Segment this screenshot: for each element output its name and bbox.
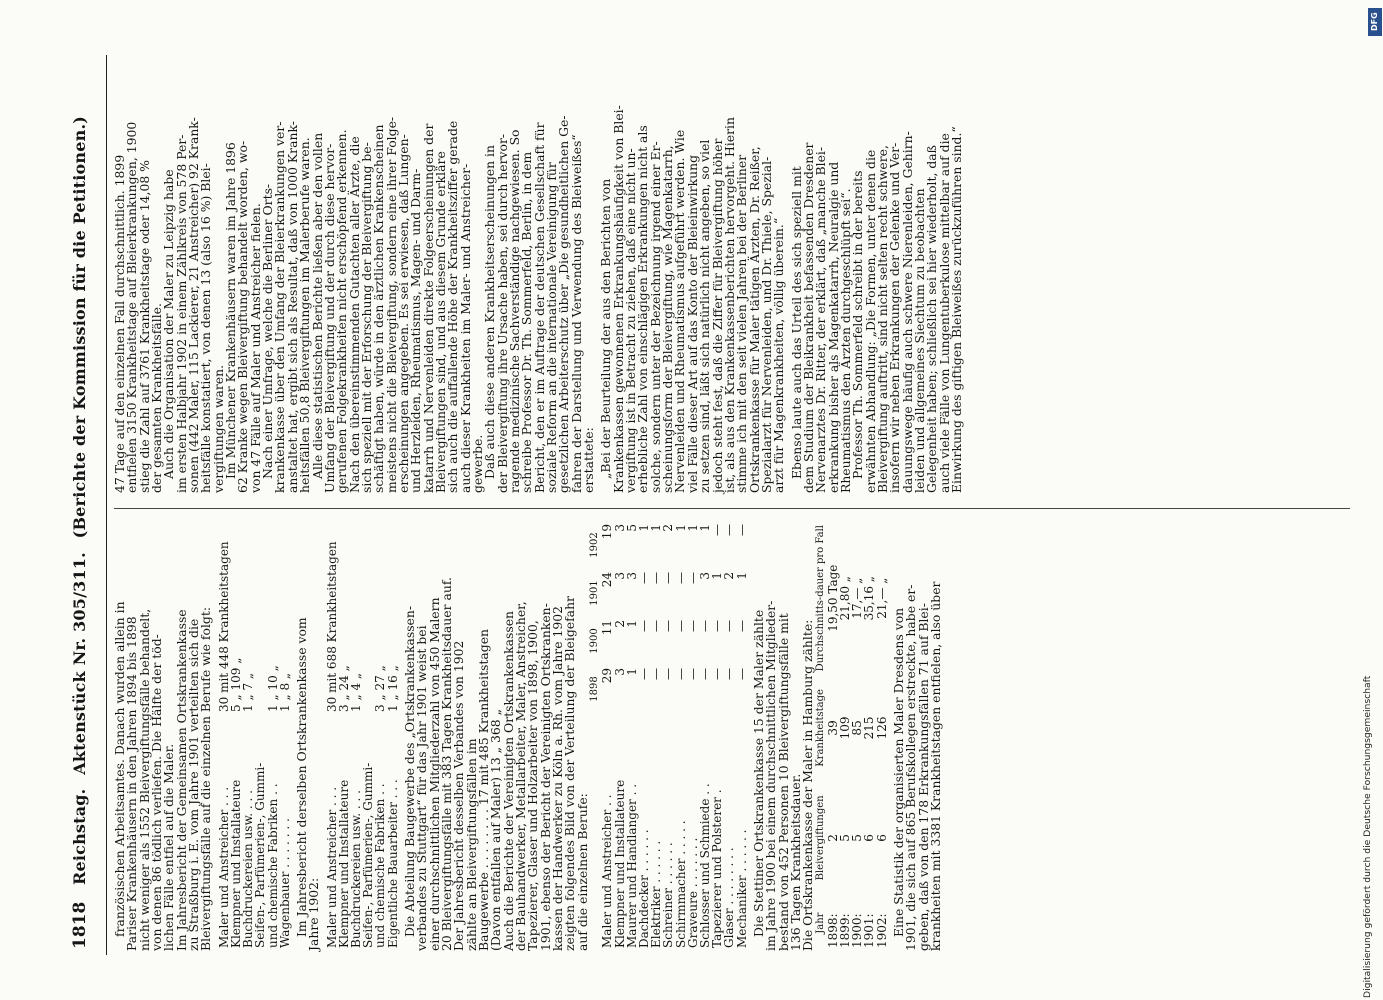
table-cell: 5	[838, 834, 853, 842]
table-cell: —	[722, 524, 737, 536]
table-cell: Schreiner . . . . . .	[661, 842, 676, 948]
page-number: 1818	[70, 901, 90, 949]
table-cell: 1	[624, 668, 639, 676]
paragraph-line: Die Abteilung Baugewerbe des „Ortskrankenkassen-	[401, 605, 417, 937]
paragraph-line: erwähnten Abhandlung: „Die Formen, unter denen die	[862, 149, 878, 493]
paragraph-line: Im Münchener Krankenhäusern waren im Jahre 1896	[223, 142, 239, 479]
table-cell: —	[673, 572, 688, 584]
table-cell: 5	[850, 834, 865, 842]
table-row	[267, 538, 279, 951]
table-cell: 30 mit 448 Krankheitstagen	[216, 541, 231, 712]
table-row	[614, 521, 626, 951]
paragraph-line: erscheinungen angegeben. Es sei erwiesen, daß Lungen-	[395, 134, 411, 493]
paragraph-line: Nervenleiden und Rheumatismus aufgeführt werden. Wie	[672, 129, 688, 493]
table-cell: 1 „ 10 „	[265, 665, 280, 712]
left-column	[114, 521, 1354, 951]
table-cell: —	[649, 620, 664, 632]
strassburg-1902-table	[326, 538, 399, 951]
paragraph-line: erstattete:	[581, 427, 597, 493]
paragraph-line: auf die einzelnen Berufe:	[574, 793, 590, 951]
paragraph-line: zählte an Bleivergiftungsfällen im	[463, 738, 479, 951]
table-cell: Schirmmacher . . . . .	[673, 820, 688, 948]
table-cell: Wagenbauer . . . . . . .	[277, 818, 292, 948]
paragraph-line: zu setzen sind, läßt sich natürlich nicht angeben, so viel	[697, 139, 713, 493]
rotated-page	[70, 55, 1360, 955]
document-number: Aktenstück Nr. 305/311.	[70, 552, 89, 775]
table-cell: 1 „ 8 „	[277, 672, 292, 712]
table-cell: 1898:	[825, 913, 840, 948]
page-header	[70, 55, 107, 955]
paragraph-line: Spezialarzt für Nervenleiden, und Dr. Thiele, Spezial-	[758, 156, 774, 493]
paragraph-line: Der Jahresbericht desselben Verbandes von 1902	[451, 640, 467, 951]
table-cell: und chemische Fabriken . .	[265, 783, 280, 948]
year-header: 1898	[589, 676, 601, 702]
paragraph-line: Umfang der Bleivergiftung und der durch diese hervor-	[321, 143, 337, 493]
table-cell: Buchdruckereien usw. . . .	[349, 790, 364, 948]
paragraph-line: 20 Bleivergiftungsfälle mit 383 Tagen Krankheitsdauer auf.	[438, 577, 454, 951]
paragraph-line: Eine Statistik der organisierten Maler Dresdens von	[890, 607, 906, 937]
table-cell: 19	[600, 524, 615, 540]
paragraph-line: von denen 86 tödlich verliefen. Die Hälfte der töd-	[149, 634, 165, 951]
table-cell: Seifen-, Parfümerien-, Gummi-	[361, 762, 376, 948]
table-cell: Buchdruckereien usw. . . .	[241, 790, 256, 948]
dfg-logo: DFG	[1368, 8, 1382, 36]
table-cell: 3 „ 24 „	[336, 665, 351, 712]
table-cell: —	[636, 668, 651, 680]
paragraph-line: Bleivergiftungen sind, und aus diesem Grunde erkläre	[432, 151, 448, 493]
paragraph-line: Auch die Berichte der Vereinigten Ortskrankenkassen	[500, 610, 516, 951]
table-cell: Maler und Anstreicher . . .	[216, 786, 231, 948]
paragraph-line: Professor Th. Sommerfeld schreibt in der bereits	[850, 170, 866, 479]
paragraph-line: entfielen 3150 Krankheitstage auf Bleierkrankungen, 1900	[124, 121, 140, 493]
table-cell: 30 mit 688 Krankheitstagen	[324, 541, 339, 712]
paragraph-line: stimme ich mit den seit vielen Jahren bei der Berliner	[734, 154, 750, 493]
paragraph-line: Bleivergiftung auftritt, sind nicht selten recht schwere,	[874, 145, 890, 493]
table-row	[723, 521, 735, 951]
paragraph-line: erkrankung bisher als Magenkatarrh, Neuralgie und	[825, 161, 841, 493]
paragraph-line: Alle diese statistischen Berichte ließen aber den vollen	[309, 132, 325, 479]
table-cell: Maler und Anstreicher . . .	[324, 786, 339, 948]
paragraph-line: sich speziell mit der Erforschung der Bleivergiftung be-	[358, 142, 374, 493]
paragraph-line: im Jahre 1900 bei einem durchschnittlichen Mitglieder-	[763, 600, 779, 951]
paragraph-line: anstaltet hat, ergibt sich als Resultat, daß von 1000 Krank-	[284, 121, 300, 493]
table-cell: 1	[698, 524, 712, 532]
column-header: Jahr	[814, 912, 826, 934]
paragraph-line: Ortskrankenkasse für Maler tätigen Ärzten, Dr. Reißer,	[746, 146, 762, 493]
paragraph-line: gesetzlichen Arbeiterschutz über „Die gesundheitlichen Ge-	[556, 115, 572, 493]
paragraph-line: leiden und allgemeines Siechtum zu beobachten	[912, 188, 927, 493]
table-cell: 3	[612, 668, 627, 676]
paragraph-line: zu Straßburg i. E. vom Jahre 1901 verteilten sich die	[186, 618, 202, 951]
paragraph-line: Bleivergiftungsfälle auf die einzelnen Berufe wie folgt:	[198, 606, 214, 951]
table-cell: —	[722, 620, 737, 632]
paragraph-line: gewerbe.	[469, 434, 485, 493]
table-cell: Klempner und Installateure	[612, 779, 627, 948]
table-cell: 1	[673, 524, 688, 532]
table-cell: 85	[850, 720, 865, 736]
table-cell: 1	[710, 572, 725, 580]
paragraph-line: vergiftung ist in Betracht zu ziehen, daß eine nicht un-	[623, 148, 639, 493]
paragraph-line: 62 Kranke wegen Bleivergiftung behandelt worden, wo-	[235, 140, 251, 493]
table-cell: 5 „ 109 „	[228, 657, 243, 712]
paragraph-line: Die Ortskrankenkasse der Maler in Hamburg zählte:	[800, 619, 816, 951]
paragraph-line: viel Fälle dieser Art auf das Konto der Bleieinwirkung	[684, 154, 700, 493]
table-cell: —	[685, 620, 700, 632]
paragraph-line: 1901, die sich auf 865 Berufskollegen erstreckte, habe er-	[903, 584, 919, 951]
table-cell: 21,80 „	[838, 575, 853, 621]
table-cell: 3	[624, 572, 639, 580]
table-cell: 2	[825, 834, 840, 842]
table-cell: Schlosser und Schmiede . .	[698, 783, 712, 948]
table-cell: —	[698, 620, 712, 632]
paragraph-line: heitsfälle konstatiert, von denen 13 (also 16 %) Blei-	[198, 163, 214, 493]
paragraph-line: Daß auch diese anderen Krankheitserscheinungen in	[482, 145, 498, 479]
table-row	[662, 521, 674, 951]
paragraph-line: insofern wir neben Erkrankungen der Gelenke und Ver-	[887, 142, 903, 493]
paragraph-line: auch viele Fälle von Lungentuberkulose mittelbar auf die	[936, 133, 952, 493]
table-cell: —	[673, 668, 688, 680]
paragraph-line: schäftigt haben, würde in den ärztlichen Krankenscheinen	[371, 124, 387, 493]
paragraph-line: der Bauhandwerker, Metallarbeiter, Maler, Anstreicher,	[512, 601, 528, 951]
paragraph-line: Im Jahresbericht der Gemeinsamen Ortskrankenkasse	[173, 609, 189, 951]
paragraph-line: 1901, ebenso der Bericht der Vereinigten Ortskranken-	[537, 603, 553, 951]
table-cell: 109	[838, 716, 853, 740]
table-cell: 17,— „	[850, 577, 865, 619]
table-cell: Tapezierer und Polsterer .	[710, 789, 725, 948]
paragraph-line: Nervenarztes Dr. Ritter, der erklärt, daß „manche Blei-	[813, 146, 829, 493]
paragraph-line: Rheumatismus den Ärzten durchgeschlüpft sei“.	[837, 188, 853, 493]
table-row	[387, 538, 399, 951]
table-cell: Mechaniker . . . . . .	[734, 829, 749, 948]
table-cell: Eigentliche Bauarbeiter . . .	[385, 779, 400, 948]
paragraph-line: der gesamten Krankheitsfälle.	[149, 303, 165, 493]
paragraph-line: kassen der Handwerker zu Köln a. Rh. vom Jahre 1902	[550, 605, 565, 951]
table-cell: Glaser . . . . . . . .	[722, 847, 737, 948]
table-cell: —	[661, 572, 676, 584]
paragraph-line: fahren der Darstellung und Verwendung des Bleiweißes“	[568, 134, 584, 493]
table-cell: 3	[612, 572, 627, 580]
table-cell: 19,50 Tage	[825, 564, 840, 632]
year-header: 1900	[589, 628, 601, 654]
paragraph-line: vergiftungen waren.	[210, 364, 226, 493]
table-cell: Seifen-, Parfümerien-, Gummi-	[253, 762, 268, 948]
paragraph-line: lichen Fälle entfiel auf die Maler.	[161, 743, 177, 951]
paragraph-line: krankenkasse über den Umfang der Bleierkrankungen ver-	[272, 121, 288, 493]
paragraph-line: Jahre 1902:	[306, 877, 322, 951]
table-cell: 1 „ 16 „	[385, 665, 400, 712]
table-cell: Graveure . . . . . . .	[685, 837, 700, 948]
table-cell: 2	[612, 620, 627, 628]
table-cell: 6	[874, 834, 889, 842]
paragraph-line: Ebenso laute auch das Urteil des sich speziell mit	[788, 166, 804, 479]
paragraph-line: von 47 Fälle auf Maler und Anstreicher fielen.	[247, 203, 263, 493]
table-cell: —	[710, 620, 725, 632]
table-cell: 11	[600, 620, 615, 636]
table-cell: 215	[862, 716, 877, 740]
table-cell: 6	[862, 834, 877, 842]
paragraph-line: französischen Arbeitsamtes. Danach wurden allein in	[112, 601, 127, 937]
table-cell: 35,16 „	[862, 575, 877, 621]
paragraph-line: Im Jahresbericht derselben Ortskrankenkasse vom	[293, 617, 309, 937]
paragraph-line: arzt für Magenkrankheiten, völlig überein.“	[771, 217, 787, 493]
paragraph-line: jedoch steht fest, daß die Ziffer für Bleivergiftung höher	[709, 138, 725, 493]
table-cell: 1	[734, 572, 749, 580]
table-cell: Dachdecker . . . . . .	[636, 829, 651, 948]
paragraph-line: erhebliche Zahl von einschlägigen Erkrankungen nicht als	[635, 125, 651, 493]
paragraph-line: ist, als aus den Krankenkassenberichten hervorgeht. Hierin	[721, 117, 737, 493]
table-cell: 3	[698, 572, 712, 580]
table-cell	[254, 538, 266, 715]
table-row	[675, 521, 687, 951]
table-cell: —	[685, 668, 700, 680]
table-cell: —	[710, 524, 725, 536]
paragraph-line: Bericht, den er im Auftrage der deutschen Gesellschaft für	[531, 122, 547, 493]
paragraph-line: im ersten Halbjahr 1902 in einem Zählkreis von 578 Per-	[173, 134, 189, 493]
table-row	[254, 538, 266, 951]
paragraph-line: Pariser Krankenhäusern in den Jahren 1894 bis 1898	[124, 616, 140, 951]
paragraph-line: meistens nicht die Bleivergiftung, sondern eine ihrer Folge-	[383, 116, 399, 493]
table-cell: 126	[874, 716, 889, 740]
table-cell: —	[734, 620, 749, 632]
paragraph-line: stieg die Zahl auf 3761 Krankheitstage oder 14,08 %	[136, 160, 152, 493]
table-cell: —	[685, 572, 700, 584]
table-row	[876, 521, 888, 951]
table-row	[736, 521, 748, 951]
paragraph-line: bestand von 452 Personen 10 Bleivergiftungsfälle mit	[775, 613, 791, 951]
running-head	[70, 108, 89, 885]
table-cell: 2	[661, 524, 676, 532]
table-cell: 39	[825, 720, 840, 736]
table-cell: —	[636, 572, 651, 584]
paragraph-line: 136 Tagen Krankheitsdauer.	[787, 773, 803, 951]
paragraph-line: auch dieser Krankheiten im Maler- und Anstreicher-	[457, 163, 473, 493]
column-header: Bleivergiftungen	[814, 795, 826, 881]
table-cell: 29	[600, 668, 615, 684]
paragraph-line: einer durchschnittlichen Mitgliederzahl von 450 Malern	[426, 597, 442, 951]
section-title: (Berichte der Kommission für die Petitionen.)	[70, 116, 89, 539]
paragraph-line: Einwirkung des giftigen Bleiweißes zurückzuführen sind.“	[949, 126, 965, 493]
paragraph-line: und Herzleiden, Rheumatismus, Magen- und Darm-	[408, 168, 424, 493]
paragraph-line: schreibe Professor Dr. Th. Sommerfeld, Berlin, in dem	[519, 151, 535, 493]
paragraph-line: heitsfällen 50,8 Bleivergiftungen im Malerberufe waren.	[297, 137, 313, 493]
right-column	[114, 63, 1354, 493]
paragraph-line: Nach einer Umfrage, welche die Berliner Orts-	[260, 183, 276, 479]
table-cell: 1902:	[874, 913, 889, 948]
table-cell: —	[636, 620, 651, 632]
paragraph-line: Nach den übereinstimmenden Gutachten aller Ärzte, die	[346, 136, 362, 493]
paragraph-line: verbandes zu Stuttgart“ für das Jahr 1901 weist bei	[414, 625, 430, 951]
paragraph-line: katarrh und Nervenleiden direkte Folgeerscheinungen der	[420, 123, 436, 493]
paragraph-line: der Bleivergiftung ihre Ursache haben, sei durch hervor-	[494, 133, 510, 493]
paragraph-line: 47 Tage auf den einzelnen Fall durchschnittlich. 1899	[112, 154, 127, 493]
table-cell: —	[734, 524, 749, 536]
table-cell: 1	[649, 524, 664, 532]
koeln-occupation-table	[589, 521, 748, 951]
table-row	[601, 521, 613, 951]
paragraph-line: Gelegenheit haben; schließlich sei hier wiederholt, daß	[924, 145, 940, 493]
paragraph-line: zeigten folgendes Bild von der Verteilung der Bleigefahr	[562, 596, 578, 951]
table-cell: 24	[600, 572, 615, 588]
table-cell: —	[722, 668, 737, 680]
table-cell: —	[649, 668, 664, 680]
table-cell: 3	[612, 524, 627, 532]
paragraph-line: Baugewerbe . . . . . . . . 17 mit 485 Krankheitstagen	[475, 628, 491, 951]
table-row	[279, 538, 291, 951]
year-header: 1901	[589, 580, 601, 606]
table-cell: Maurer und Handlanger . .	[624, 783, 639, 948]
table-cell: —	[710, 668, 725, 680]
table-cell: und chemische Fabriken . .	[373, 783, 388, 948]
column-header: Krankheitstage	[814, 689, 826, 767]
table-cell: 1	[624, 620, 639, 628]
table-row	[374, 538, 386, 951]
paragraph-line: Auch die Organisation der Maler zu Leipzig habe	[161, 169, 177, 479]
table-cell: 1 „ 4 „	[349, 672, 364, 712]
paragraph-line: nicht weniger als 1552 Bleivergiftungsfälle behandelt,	[136, 608, 152, 951]
paragraph-line: Tapezierer, Glaser und Holzarbeiter von 1898, 1900,	[525, 620, 541, 951]
paragraph-line: ragende medizinische Sachverständige nachgewiesen. So	[507, 129, 522, 493]
table-cell: 1	[636, 524, 651, 532]
paragraph-line: solche, sondern unter der Bezeichnung irgend einer Er-	[647, 141, 663, 493]
paragraph-line: soziale Reform an die internationale Vereinigung für	[544, 162, 560, 493]
table-cell: —	[661, 620, 676, 632]
paragraph-line: dem Studium der Bleikrankheit befassenden Dresdener	[800, 142, 816, 493]
table-cell: Klempner und Installateure	[228, 779, 243, 948]
table-cell: 1901:	[862, 913, 877, 948]
paragraph-line: Krankenkassen gewonnenen Erkrankungshäufigkeit von Blei-	[610, 105, 626, 493]
table-cell: Elektriker . . . . . .	[649, 840, 664, 948]
paragraph-line: sich auch die auffallende Höhe der Krankheitsziffer gerade	[445, 120, 461, 493]
table-cell: —	[661, 668, 676, 680]
publication-title: Reichstag.	[70, 788, 89, 885]
table-cell: Klempner und Installateure	[336, 779, 351, 948]
table-cell: 5	[624, 524, 639, 532]
table-cell: —	[673, 620, 688, 632]
digitization-credit: Digitalisierung gefördert durch die Deutsche Forschungsgemeinschaft	[1362, 675, 1373, 998]
table-cell: 21,— „	[874, 577, 889, 619]
hamburg-table	[815, 521, 888, 951]
strassburg-1901-table	[218, 538, 291, 951]
paragraph-line: krankheiten mit 3381 Krankheitstagen entfielen, also über	[927, 581, 943, 951]
column-header: Durchschnitts-dauer pro Fall	[814, 525, 826, 672]
table-cell: 3 „ 27 „	[373, 665, 388, 712]
table-cell: 1	[685, 524, 700, 532]
paragraph-line: sonen (442 Maler, 115 Lackierer, 21 Anstreicher) 92 Krank-	[186, 117, 202, 493]
table-cell: 1900:	[850, 913, 865, 948]
table-cell: —	[649, 572, 664, 584]
table-cell: Maler und Anstreicher . .	[600, 794, 615, 948]
paragraph-line: Die Stettiner Ortskrankenkasse 15 der Maler zählte	[750, 609, 766, 937]
table-cell: 1899:	[838, 913, 853, 948]
paragraph-line: geben, daß von den 178 Erkrankungsfällen 71 auf Blei-	[915, 603, 931, 951]
paragraph-line: scheinungsform der Bleivergiftung, wie Magenkatarrh,	[660, 145, 676, 493]
year-header: 1902	[589, 532, 601, 558]
table-cell: 1 „ 7 „	[241, 672, 256, 712]
column-divider	[114, 508, 1350, 509]
paragraph-line: dauungswege häufig auch schwere Nierenleiden, Gehirn-	[899, 131, 915, 493]
table-cell: —	[698, 668, 712, 680]
table-row	[863, 521, 875, 951]
table-cell: —	[734, 668, 749, 680]
paragraph-line: „Bei der Beurteilung der aus den Berichten von	[598, 178, 614, 479]
table-cell: 2	[722, 572, 737, 580]
paragraph-line: (Davon entfallen auf Maler) 13 „ 368 „	[488, 708, 504, 951]
paragraph-line: gerufenen Folgekrankheiten nicht erschöpfend erkennen.	[334, 129, 350, 493]
